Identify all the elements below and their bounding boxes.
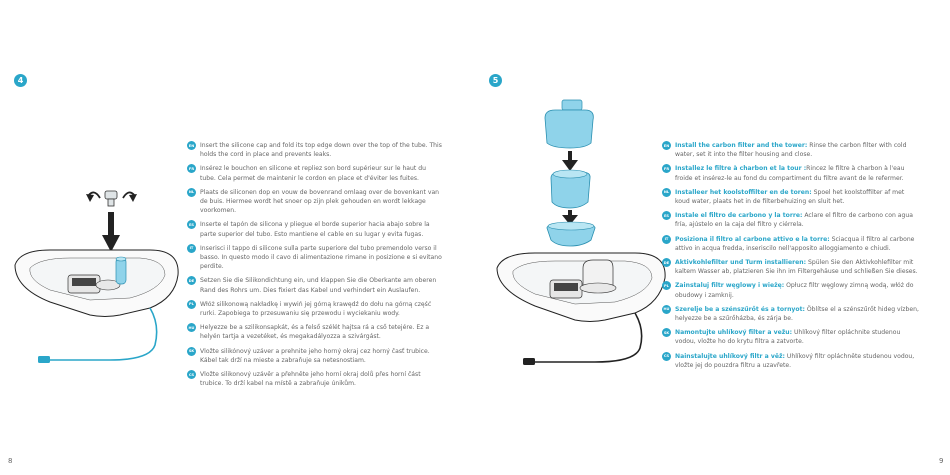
language-badge: IT [187,244,196,253]
instruction-title: Namontujte uhlíkový filter a vežu: [675,329,793,337]
down-arrow-1-head-icon [562,160,578,171]
language-badge: ES [187,220,196,229]
instruction-body: Opłucz filtr węglowy zimną wodą, włóż do obudowy i zamknij. [675,282,914,299]
instruction-body: Uhlíkový filtr opláchněte studenou vodou, vložte jej do pouzdra filtru a uzavřete. [675,352,915,369]
instruction-body: Spoel het koolstoffilter af met koud water, plaats het in de filterbehuizing en sluit het. [675,188,905,206]
instruction-item [662,305,920,323]
language-badge: SK [187,347,196,356]
instruction-item [662,188,920,206]
down-arrow-head-icon [102,235,120,252]
pump-box-top-icon [554,283,578,291]
silicone-cap-icon [105,191,117,199]
instruction-text [675,188,920,206]
instruction-text: Insérez le bouchon en silicone et repliez son bord supérieur sur le haut du tube. Cela permet de maintenir le cordon en place et d'éviter les fuites. [200,165,426,182]
cable-plug-icon [38,356,50,363]
language-badge: ES [662,211,671,220]
instruction-title: Nainstalujte uhlíkový filtr a věž: [675,352,785,360]
instruction-body: Sciacqua il filtro al carbone attivo in acqua fredda, inseriscilo nell'apposito alloggiamento e chiudi. [675,235,915,252]
instruction-item [187,323,442,341]
instruction-text [675,352,920,370]
instruction-text [675,235,920,253]
instruction-text [675,305,920,323]
cable-plug-icon [523,358,535,365]
instruction-item [187,188,442,216]
instruction-body: Spülen Sie den Aktivkohlefilter mit kaltem Wasser ab, platzieren Sie ihn im Filtergehäuse und schließen Sie dieses. [675,259,918,276]
instruction-text: Insert the silicone cap and fold its top edge down over the top of the tube. This holds the cord in place and prevents leaks. [200,142,442,159]
instruction-title: Zainstaluj filtr węglowy i wieżę: [675,282,785,290]
instruction-text [675,328,920,346]
instruction-body: Rinse the carbon filter with cold water, set it into the filter housing and close. [675,142,907,159]
instruction-text [675,281,920,299]
instruction-item [662,235,920,253]
instruction-text: Helyezze be a szilikonsapkát, és a felső szélét hajtsa rá a cső tetejére. Ez a helyén tartja a vezetéket, és megakadályozza a szivárgást. [200,324,430,341]
step-number-badge: 4 [14,74,27,87]
instructions-list [662,141,920,375]
instruction-text [675,141,920,159]
instruction-item [662,164,920,182]
instruction-item [662,141,920,159]
fountain-cap-illustration [10,180,185,380]
instruction-text: Vložte silikónový uzáver a prehnite jeho horný okraj cez horný časť trubice. Kábel tak drží na mieste a zabraňuje sa netesnostiam. [200,347,430,364]
instruction-text: Włóż silikonową nakładkę i wywiń jej górną krawędź do dołu na górną część rurki. Zapobiega to przesuwaniu się przewodu i wyciekaniu wody. [200,300,432,318]
instruction-item [662,211,920,229]
instruction-text: Vložte silikonový uzávěr a přehněte jeho horní okraj dolů přes horní část trubice. To drží kabel na místě a zabraňuje únikům. [200,371,421,388]
step-number-badge: 5 [489,74,502,87]
instruction-text [675,258,920,276]
tower-top-cap-icon [562,100,582,110]
filter-housing-top-icon [548,222,594,230]
down-arrow-1-shaft-icon [568,151,572,161]
instruction-item [662,352,920,370]
instruction-title: Aktivkohlefilter und Turm installieren: [675,259,807,267]
instruction-item [662,258,920,276]
tower-icon [545,110,593,148]
instruction-item [187,164,442,182]
page-number: 9 [939,457,944,465]
instruction-item [187,141,442,159]
instruction-text: Setzen Sie die Silikondichtung ein, und klappen Sie die Oberkante am oberen Rand des Rohrs um. Dies fixiert das Kabel und verhindert ein Auslaufen. [200,277,437,294]
instruction-title: Szerelje be a szénszűrőt és a tornyot: [675,305,805,313]
filter-tower-illustration [495,98,670,373]
language-badge: IT [662,235,671,244]
language-badge: CS [187,370,196,379]
instruction-item [187,300,442,318]
instruction-title: Install the carbon filter and the tower: [675,142,808,149]
instruction-body: Rincez le filtre à charbon à l'eau froide et insérez-le au fond du compartiment du filtre avant de le refermer. [675,165,905,182]
language-badge: FR [187,164,196,173]
instruction-title: Installeer het koolstoffilter en de toren: [675,188,812,196]
instruction-text: Plaats de siliconen dop en vouw de bovenrand omlaag over de bovenkant van de buis. Hiermee wordt het snoer op zijn plek gehouden en wordt lekkage voorkomen. [200,188,440,215]
instructions-list [187,141,442,393]
pump-box-top-icon [72,278,96,286]
instruction-text [675,211,920,229]
language-badge: CS [662,352,671,361]
blue-tube-icon [116,258,126,284]
language-badge: DE [187,276,196,285]
instruction-body: Aclare el filtro de carbono con agua fría, ajústelo en la caja del filtro y ciérrela. [675,212,913,229]
language-badge: EN [187,141,196,150]
instruction-item [187,347,442,365]
page-number: 8 [8,457,13,465]
language-badge: HU [662,305,671,314]
down-arrow-shaft-icon [108,212,114,237]
rotate-arrow-left-head-icon [86,194,94,202]
carbon-filter-top-icon [553,170,587,178]
instruction-item [187,276,442,294]
instruction-item [187,244,442,272]
language-badge: FR [662,164,671,173]
instruction-title: Posiziona il filtro al carbone attivo e la torre: [675,235,830,243]
blue-tube-top-icon [116,257,126,261]
instruction-item [662,281,920,299]
language-badge: HU [187,323,196,332]
instruction-body: Öblítse el a szénszűrőt hideg vízben, helyezze be a szűrőházba, és zárja be. [675,305,919,323]
language-badge: NL [187,188,196,197]
language-badge: SK [662,328,671,337]
language-badge: PL [662,281,671,290]
language-badge: DE [662,258,671,267]
instruction-item [662,328,920,346]
installed-tower-base-icon [580,283,616,293]
instruction-body: Uhlíkový filter opláchnite studenou vodou, vložte ho do krytu filtra a zatvorte. [675,329,901,346]
instruction-item [187,370,442,388]
instruction-text [675,164,920,182]
instruction-title: Installez le filtre à charbon et la tour : [675,165,807,173]
instruction-item [187,220,442,238]
silicone-cap-stem-icon [108,199,114,206]
right-page [475,0,950,475]
language-badge: NL [662,188,671,197]
instruction-text: Inserisci il tappo di silicone sulla parte superiore del tubo premendolo verso il basso. In questo modo il cavo di alimentazione rimane in posizione e si evitano perdite. [200,244,442,271]
language-badge: PL [187,300,196,309]
instruction-text: Inserte el tapón de silicona y pliegue el borde superior hacia abajo sobre la parte superior del tubo. Esto mantiene el cable en su lugar y evita fugas. [200,221,430,238]
rotate-arrow-right-head-icon [129,194,137,202]
instruction-title: Instale el filtro de carbono y la torre: [675,212,803,220]
language-badge: EN [662,141,671,150]
